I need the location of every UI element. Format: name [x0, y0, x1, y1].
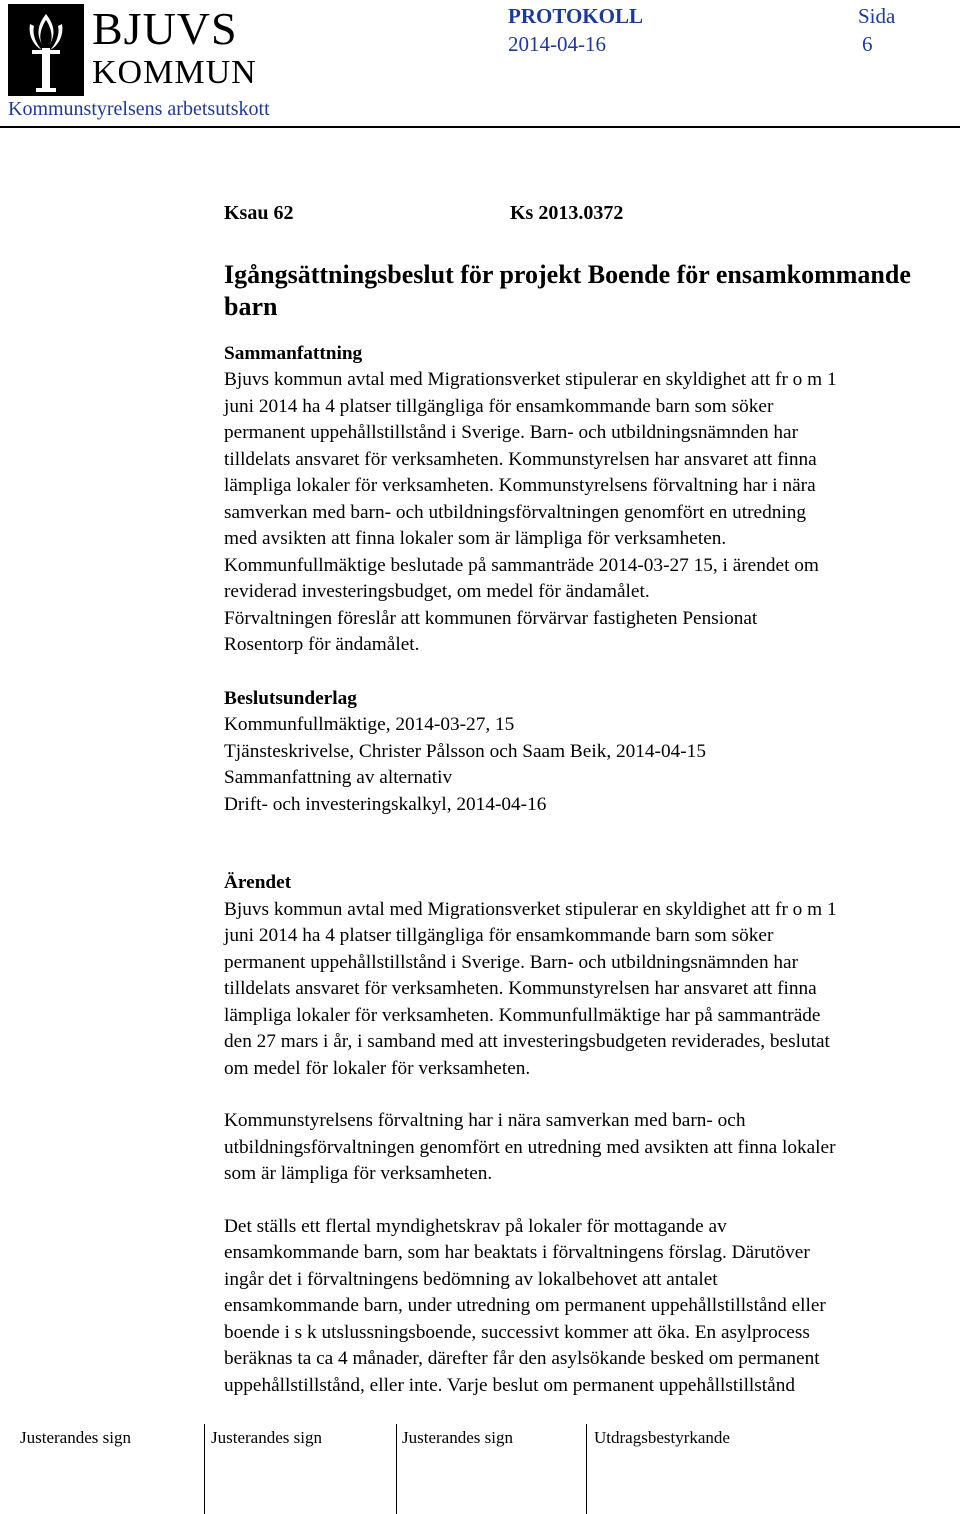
text-line: tilldelats ansvaret för verksamheten. Kommunstyrelsen har ansvaret att finna	[224, 448, 817, 470]
text-line: Det ställs ett flertal myndighetskrav på lokaler för mottagande av	[224, 1215, 727, 1237]
text-line: Kommunfullmäktige beslutade på sammanträde 2014-03-27 15, i ärendet om	[224, 554, 819, 576]
header-divider	[0, 126, 960, 128]
certification-cell: Utdragsbestyrkande	[594, 1428, 730, 1447]
text-line: tilldelats ansvaret för verksamheten. Kommunstyrelsen har ansvaret att finna	[224, 978, 817, 999]
matter-paragraph-3	[224, 1214, 954, 1400]
text-line: ingår det i förvaltningens bedömning av lokalbehovet att antalet	[224, 1268, 718, 1290]
summary-text	[224, 367, 954, 659]
text-line: lämpliga lokaler för verksamheten. Kommunfullmäktige har på sammanträde	[224, 1004, 821, 1026]
text-line: Bjuvs kommun avtal med Migrationsverket stipulerar en skyldighet att fr o m 1	[224, 898, 837, 920]
document-type: PROTOKOLL	[508, 4, 643, 28]
text-line: den 27 mars i år, i samband med att investeringsbudgeten reviderades, beslutat	[224, 1031, 830, 1052]
matter-paragraph-1	[224, 897, 954, 1083]
document-date: 2014-04-16	[508, 32, 606, 56]
footer-divider	[204, 1424, 205, 1514]
page-number: 6	[862, 32, 873, 56]
list-item: Drift- och investeringskalkyl, 2014-04-16	[224, 793, 547, 815]
ks-number: Ks 2013.0372	[510, 202, 624, 224]
text-line: juni 2014 ha 4 platser tillgängliga för ensamkommande barn som söker	[224, 395, 774, 417]
case-reference	[224, 200, 954, 227]
text-line: Bjuvs kommun avtal med Migrationsverket stipulerar en skyldighet att fr o m 1	[224, 369, 837, 390]
torch-emblem-icon	[8, 4, 84, 96]
logo-wordmark-top: BJUVS	[92, 3, 238, 54]
organ-name: Kommunstyrelsens arbetsutskott	[8, 98, 270, 120]
page-label: Sida	[858, 4, 896, 28]
text-line: samverkan med barn- och utbildningsförvaltningen genomfört en utredning	[224, 501, 807, 523]
list-item: Kommunfullmäktige, 2014-03-27, 15	[224, 714, 515, 735]
footer-divider	[396, 1424, 397, 1514]
matter-paragraph-2	[224, 1108, 954, 1188]
text-line: lämpliga lokaler för verksamheten. Kommunstyrelsens förvaltning har i nära	[224, 475, 816, 496]
basis-heading: Beslutsunderlag	[224, 687, 357, 709]
text-line: som är lämpliga för verksamheten.	[224, 1163, 493, 1184]
text-line: ensamkommande barn, som har beaktats i förvaltningens förslag. Därutöver	[224, 1242, 810, 1263]
municipality-logo	[8, 3, 257, 96]
text-line: Rosentorp för ändamålet.	[224, 634, 420, 655]
signature-cell-2: Justerandes sign	[211, 1428, 322, 1447]
text-line: boende i s k utslussningsboende, successivt kommer att öka. En asylprocess	[224, 1321, 810, 1343]
text-line: utbildningsförvaltningen genomfört en utredning med avsikten att finna lokaler	[224, 1136, 836, 1158]
text-line: ensamkommande barn, under utredning om permanent uppehållstillstånd eller	[224, 1295, 826, 1316]
text-line: beräknas ta ca 4 månader, därefter får den asylsökande besked om permanent	[224, 1348, 820, 1369]
text-line: reviderad investeringsbudget, om medel för ändamålet.	[224, 581, 650, 602]
signature-cell-3: Justerandes sign	[402, 1428, 513, 1447]
text-line: permanent uppehållstillstånd i Sverige. Barn- och utbildningsnämnden har	[224, 422, 799, 443]
text-line: Förvaltningen föreslår att kommunen förvärvar fastigheten Pensionat	[224, 607, 758, 629]
text-line: juni 2014 ha 4 platser tillgängliga för ensamkommande barn som söker	[224, 925, 774, 946]
summary-heading: Sammanfattning	[224, 342, 363, 364]
text-line: Kommunstyrelsens förvaltning har i nära samverkan med barn- och	[224, 1110, 746, 1131]
matter-heading: Ärendet	[224, 872, 292, 893]
text-line: uppehållstillstånd, eller inte. Varje beslut om permanent uppehållstillstånd	[224, 1374, 795, 1396]
signature-footer	[0, 1424, 960, 1514]
text-line: om medel för lokaler för verksamheten.	[224, 1057, 531, 1079]
basis-list	[224, 712, 954, 818]
ksau-number: Ksau 62	[224, 202, 294, 224]
list-item: Sammanfattning av alternativ	[224, 767, 453, 788]
protocol-content	[224, 200, 954, 1399]
page-title: Igångsättningsbeslut för projekt Boende för ensamkommande barn	[224, 259, 911, 321]
footer-divider	[586, 1424, 587, 1514]
text-line: med avsikten att finna lokaler som är lämpliga för verksamheten.	[224, 528, 727, 549]
list-item: Tjänsteskrivelse, Christer Pålsson och Saam Beik, 2014-04-15	[224, 740, 706, 762]
logo-wordmark-bottom: KOMMUN	[92, 54, 257, 91]
signature-cell-1: Justerandes sign	[20, 1428, 131, 1447]
text-line: permanent uppehållstillstånd i Sverige. Barn- och utbildningsnämnden har	[224, 951, 799, 973]
